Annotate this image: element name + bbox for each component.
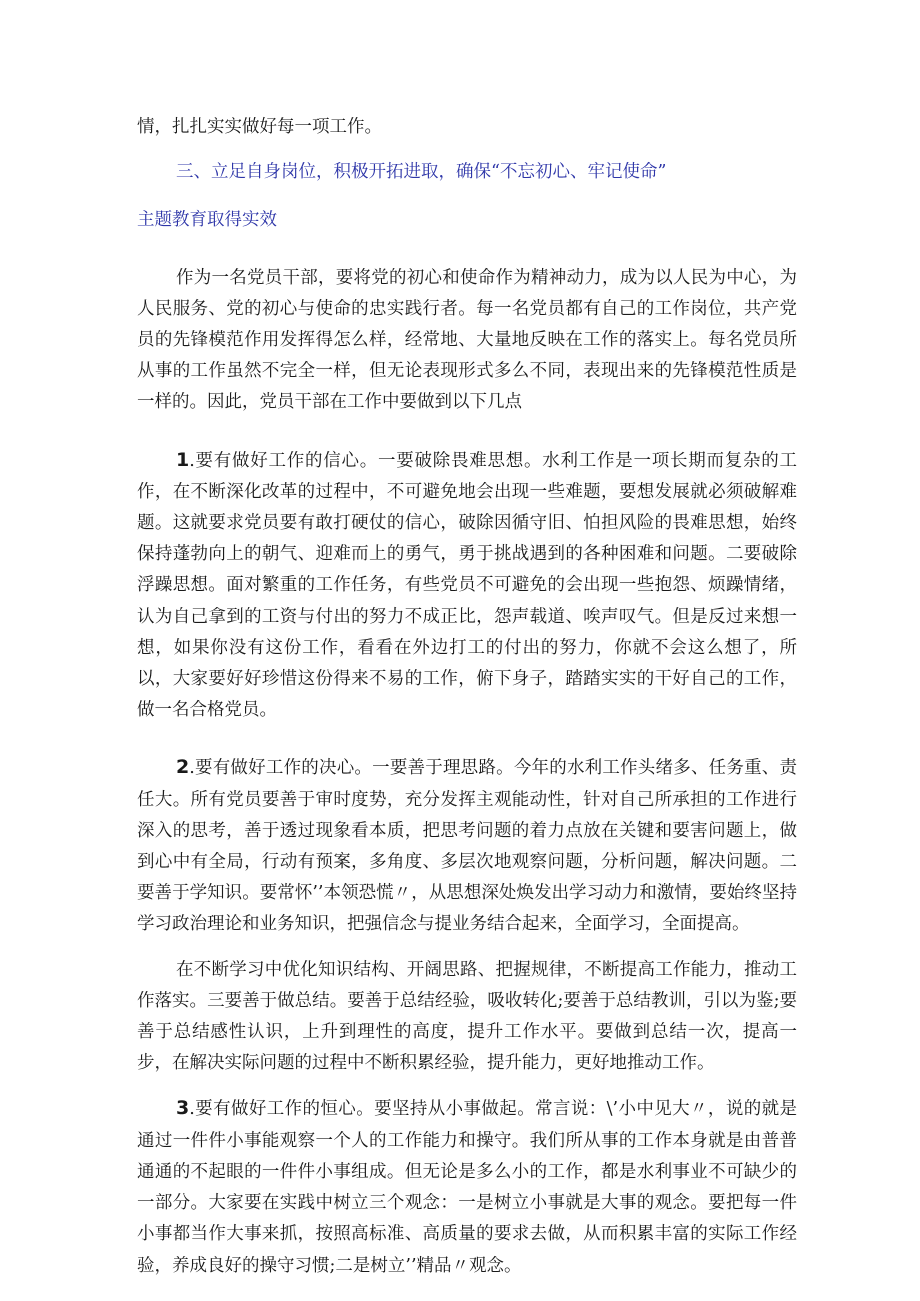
item-3-paragraph xyxy=(137,1093,797,1281)
item-3-text: .要有做好工作的恒心。要坚持从小事做起。常言说：\’小中见大〃，说的就是通过一件件小事能观察一个人的工作能力和操守。我们所从事的工作本身就是由普普通通的不起眼的一件件小事组成。但无论是多么小的工作，都是水利事业不可缺少的一部分。大家要在实践中树立三个观念：一是树立小事就是大事的观念。要把每一件小事都当作大事来抓，按照高标准、高质量的要求去做，从而积累丰富的实际工作经验，养成良好的操守习惯;二是树立’’精品〃观念。 xyxy=(137,1099,797,1276)
item-1-number: 1 xyxy=(176,448,190,471)
item-1-paragraph xyxy=(137,445,797,727)
paragraph-continued: 情，扎扎实实做好每一项工作。 xyxy=(137,117,382,137)
document-body xyxy=(137,112,797,1282)
section-heading-continued: 主题教育取得实效 xyxy=(137,210,277,231)
intro-paragraph: 作为一名党员干部，要将党的初心和使命作为精神动力，成为以人民为中心，为人民服务、党的初心与使命的忠实践行者。每一名党员都有自己的工作岗位，共产党员的先锋模范作用发挥得怎么样，经常地、大量地反映在工作的落实上。每名党员所从事的工作虽然不完全一样，但无论表现形式多么不同，表现出来的先锋模范性质是一样的。因此，党员干部在工作中要做到以下几点 xyxy=(137,267,797,413)
item-1-text: .要有做好工作的信心。一要破除畏难思想。水利工作是一项长期而复杂的工作，在不断深化改革的过程中，不可避免地会出现一些难题，要想发展就必须破解难题。这就要求党员要有敢打硬仗的信心，破除因循守旧、怕担风险的畏难思想，始终保持蓬勃向上的朝气、迎难而上的勇气，勇于挑战遇到的各种困难和问题。二要破除浮躁思想。面对繁重的工作任务，有些党员不可避免的会出现一些抱怨、烦躁情绪，认为自己拿到的工资与付出的努力不成正比，怨声载道、唉声叹气。但是反过来想一想，如果你没有这份工作，看看在外边打工的付出的努力，你就不会这么想了，所以，大家要好好珍惜这份得来不易的工作，俯下身子，踏踏实实的干好自己的工作，做一名合格党员。 xyxy=(137,450,797,721)
item-2-paragraph xyxy=(137,752,797,940)
item-3-number: 3 xyxy=(176,1097,190,1120)
item-2-number: 2 xyxy=(176,756,190,779)
section-heading: 三、立足自身岗位，积极开拓进取，确保“不忘初心、牢记使命” xyxy=(176,162,667,183)
continuation-paragraph: 在不断学习中优化知识结构、开阔思路、把握规律，不断提高工作能力，推动工作落实。三要善于做总结。要善于总结经验，吸收转化;要善于总结教训，引以为鉴;要善于总结感性认识，上升到理性的高度，提升工作水平。要做到总结一次，提高一步，在解决实际问题的过程中不断积累经验，提升能力，更好地推动工作。 xyxy=(137,959,797,1074)
item-2-text: .要有做好工作的决心。一要善于理思路。今年的水利工作头绪多、任务重、责任大。所有党员要善于审时度势，充分发挥主观能动性，针对自己所承担的工作进行深入的思考，善于透过现象看本质，把思考问题的着力点放在关键和要害问题上，做到心中有全局，行动有预案，多角度、多层次地观察问题，分析问题，解决问题。二要善于学知识。要常怀’’本领恐慌〃，从思想深处焕发出学习动力和激情，要始终坚持学习政治理论和业务知识，把强信念与提业务结合起来，全面学习，全面提高。 xyxy=(137,758,797,935)
